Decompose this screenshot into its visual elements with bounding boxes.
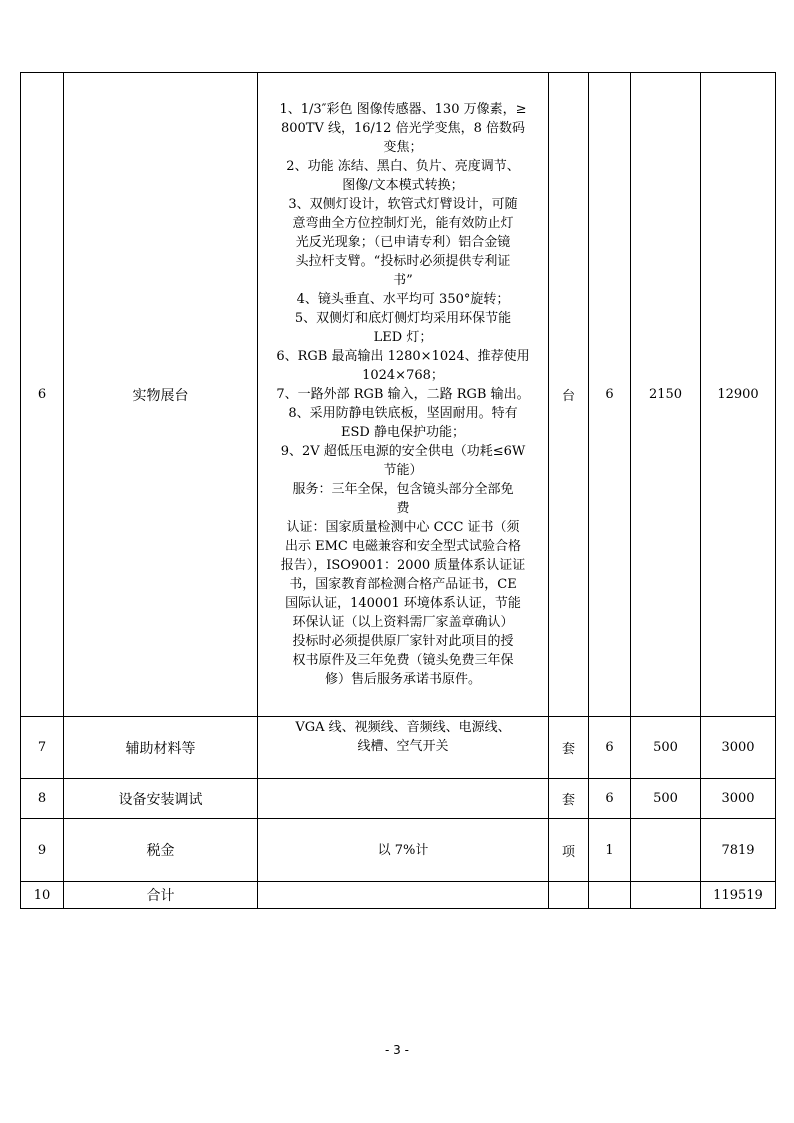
- table-row: [21, 779, 776, 819]
- item-name: 税金: [64, 819, 258, 882]
- unit: 项: [549, 819, 589, 882]
- description-line: 3、双侧灯设计，软管式灯臂设计，可随: [288, 197, 518, 212]
- unit: 台: [549, 73, 589, 717]
- line-total: 12900: [701, 73, 776, 717]
- line-total: 119519: [701, 882, 776, 909]
- line-total: 3000: [701, 779, 776, 819]
- description-line: 环保认证（以上资料需厂家盖章确认）: [292, 615, 514, 630]
- description-line: 线槽、空气开关: [357, 739, 449, 754]
- description-line: 变焦；: [383, 140, 423, 155]
- item-description: [258, 73, 549, 717]
- description-line: 7、一路外部 RGB 输入，二路 RGB 输出。: [276, 387, 530, 402]
- item-description: [258, 717, 549, 779]
- row-number: 9: [21, 819, 64, 882]
- item-description: [258, 819, 549, 882]
- description-line: 权书原件及三年免费（镜头免费三年保: [292, 653, 514, 668]
- row-number: 8: [21, 779, 64, 819]
- description-line: 5、双侧灯和底灯侧灯均采用环保节能: [294, 311, 512, 326]
- description-line: 2、功能 冻结、黑白、负片、亮度调节、: [286, 159, 520, 174]
- description-line: 修）售后服务承诺书原件。: [324, 672, 481, 687]
- row-number: 7: [21, 717, 64, 779]
- description-line: 书，国家教育部检测合格产品证书，CE: [289, 577, 517, 592]
- description-line: 以 7%计: [377, 842, 429, 858]
- item-name: 实物展台: [64, 73, 258, 717]
- description-line: 节能）: [383, 463, 423, 478]
- row-number: 6: [21, 73, 64, 717]
- unit-price: 500: [631, 779, 701, 819]
- description-line: 出示 EMC 电磁兼容和安全型式试验合格: [284, 539, 521, 554]
- description-line: 费: [396, 501, 410, 516]
- unit: 套: [549, 717, 589, 779]
- row-number: 10: [21, 882, 64, 909]
- unit-price: 2150: [631, 73, 701, 717]
- description-line: ESD 静电保护功能；: [341, 425, 465, 440]
- description-line: 书”: [393, 273, 413, 288]
- description-line: 国际认证，140001 环境体系认证，节能: [285, 596, 521, 611]
- table-row: [21, 73, 776, 717]
- quantity: 1: [589, 819, 631, 882]
- unit-price: [631, 819, 701, 882]
- quantity: 6: [589, 779, 631, 819]
- unit-price: 500: [631, 717, 701, 779]
- table-row: [21, 882, 776, 909]
- description-line: 头拉杆支臂。“投标时必须提供专利证: [295, 254, 511, 269]
- description-line: 服务：三年全保，包含镜头部分全部免: [292, 482, 514, 497]
- description-line: 9、2V 超低压电源的安全供电（功耗≤6W: [280, 444, 526, 459]
- item-description: [258, 882, 549, 909]
- quantity: 6: [589, 73, 631, 717]
- description-line: 6、RGB 最高输出 1280×1024、推荐使用: [276, 349, 530, 364]
- line-total: 7819: [701, 819, 776, 882]
- description-line: 1024×768；: [362, 368, 444, 383]
- description-line: 意弯曲全方位控制灯光，能有效防止灯: [292, 216, 514, 231]
- description-line: 光反光现象；（已申请专利）铝合金镜: [295, 235, 511, 250]
- item-description: [258, 779, 549, 819]
- description-line: LED 灯；: [373, 330, 433, 345]
- unit: 套: [549, 779, 589, 819]
- unit-price: [631, 882, 701, 909]
- item-name: 设备安装调试: [64, 779, 258, 819]
- line-total: 3000: [701, 717, 776, 779]
- item-name: 辅助材料等: [64, 717, 258, 779]
- description-line: 1、1/3″彩色 图像传感器、130 万像素，≥: [279, 102, 527, 117]
- description-line: VGA 线、视频线、音频线、电源线、: [295, 720, 511, 735]
- item-name: 合计: [64, 882, 258, 909]
- table-row: [21, 819, 776, 882]
- page-number: - 3 -: [385, 1043, 409, 1057]
- description-line: 认证：国家质量检测中心 CCC 证书（须: [286, 520, 520, 535]
- table-row: [21, 717, 776, 779]
- quantity: [589, 882, 631, 909]
- description-line: 投标时必须提供原厂家针对此项目的授: [292, 634, 514, 649]
- quantity: 6: [589, 717, 631, 779]
- description-line: 图像/文本模式转换；: [342, 178, 464, 193]
- description-line: 8、采用防静电铁底板，坚固耐用。特有: [288, 406, 518, 421]
- equipment-table: [20, 72, 776, 909]
- description-line: 4、镜头垂直、水平均可 350°旋转；: [296, 292, 510, 307]
- description-line: 报告），ISO9001：2000 质量体系认证证: [280, 558, 526, 573]
- description-line: 800TV 线，16/12 倍光学变焦，8 倍数码: [280, 121, 525, 136]
- unit: [549, 882, 589, 909]
